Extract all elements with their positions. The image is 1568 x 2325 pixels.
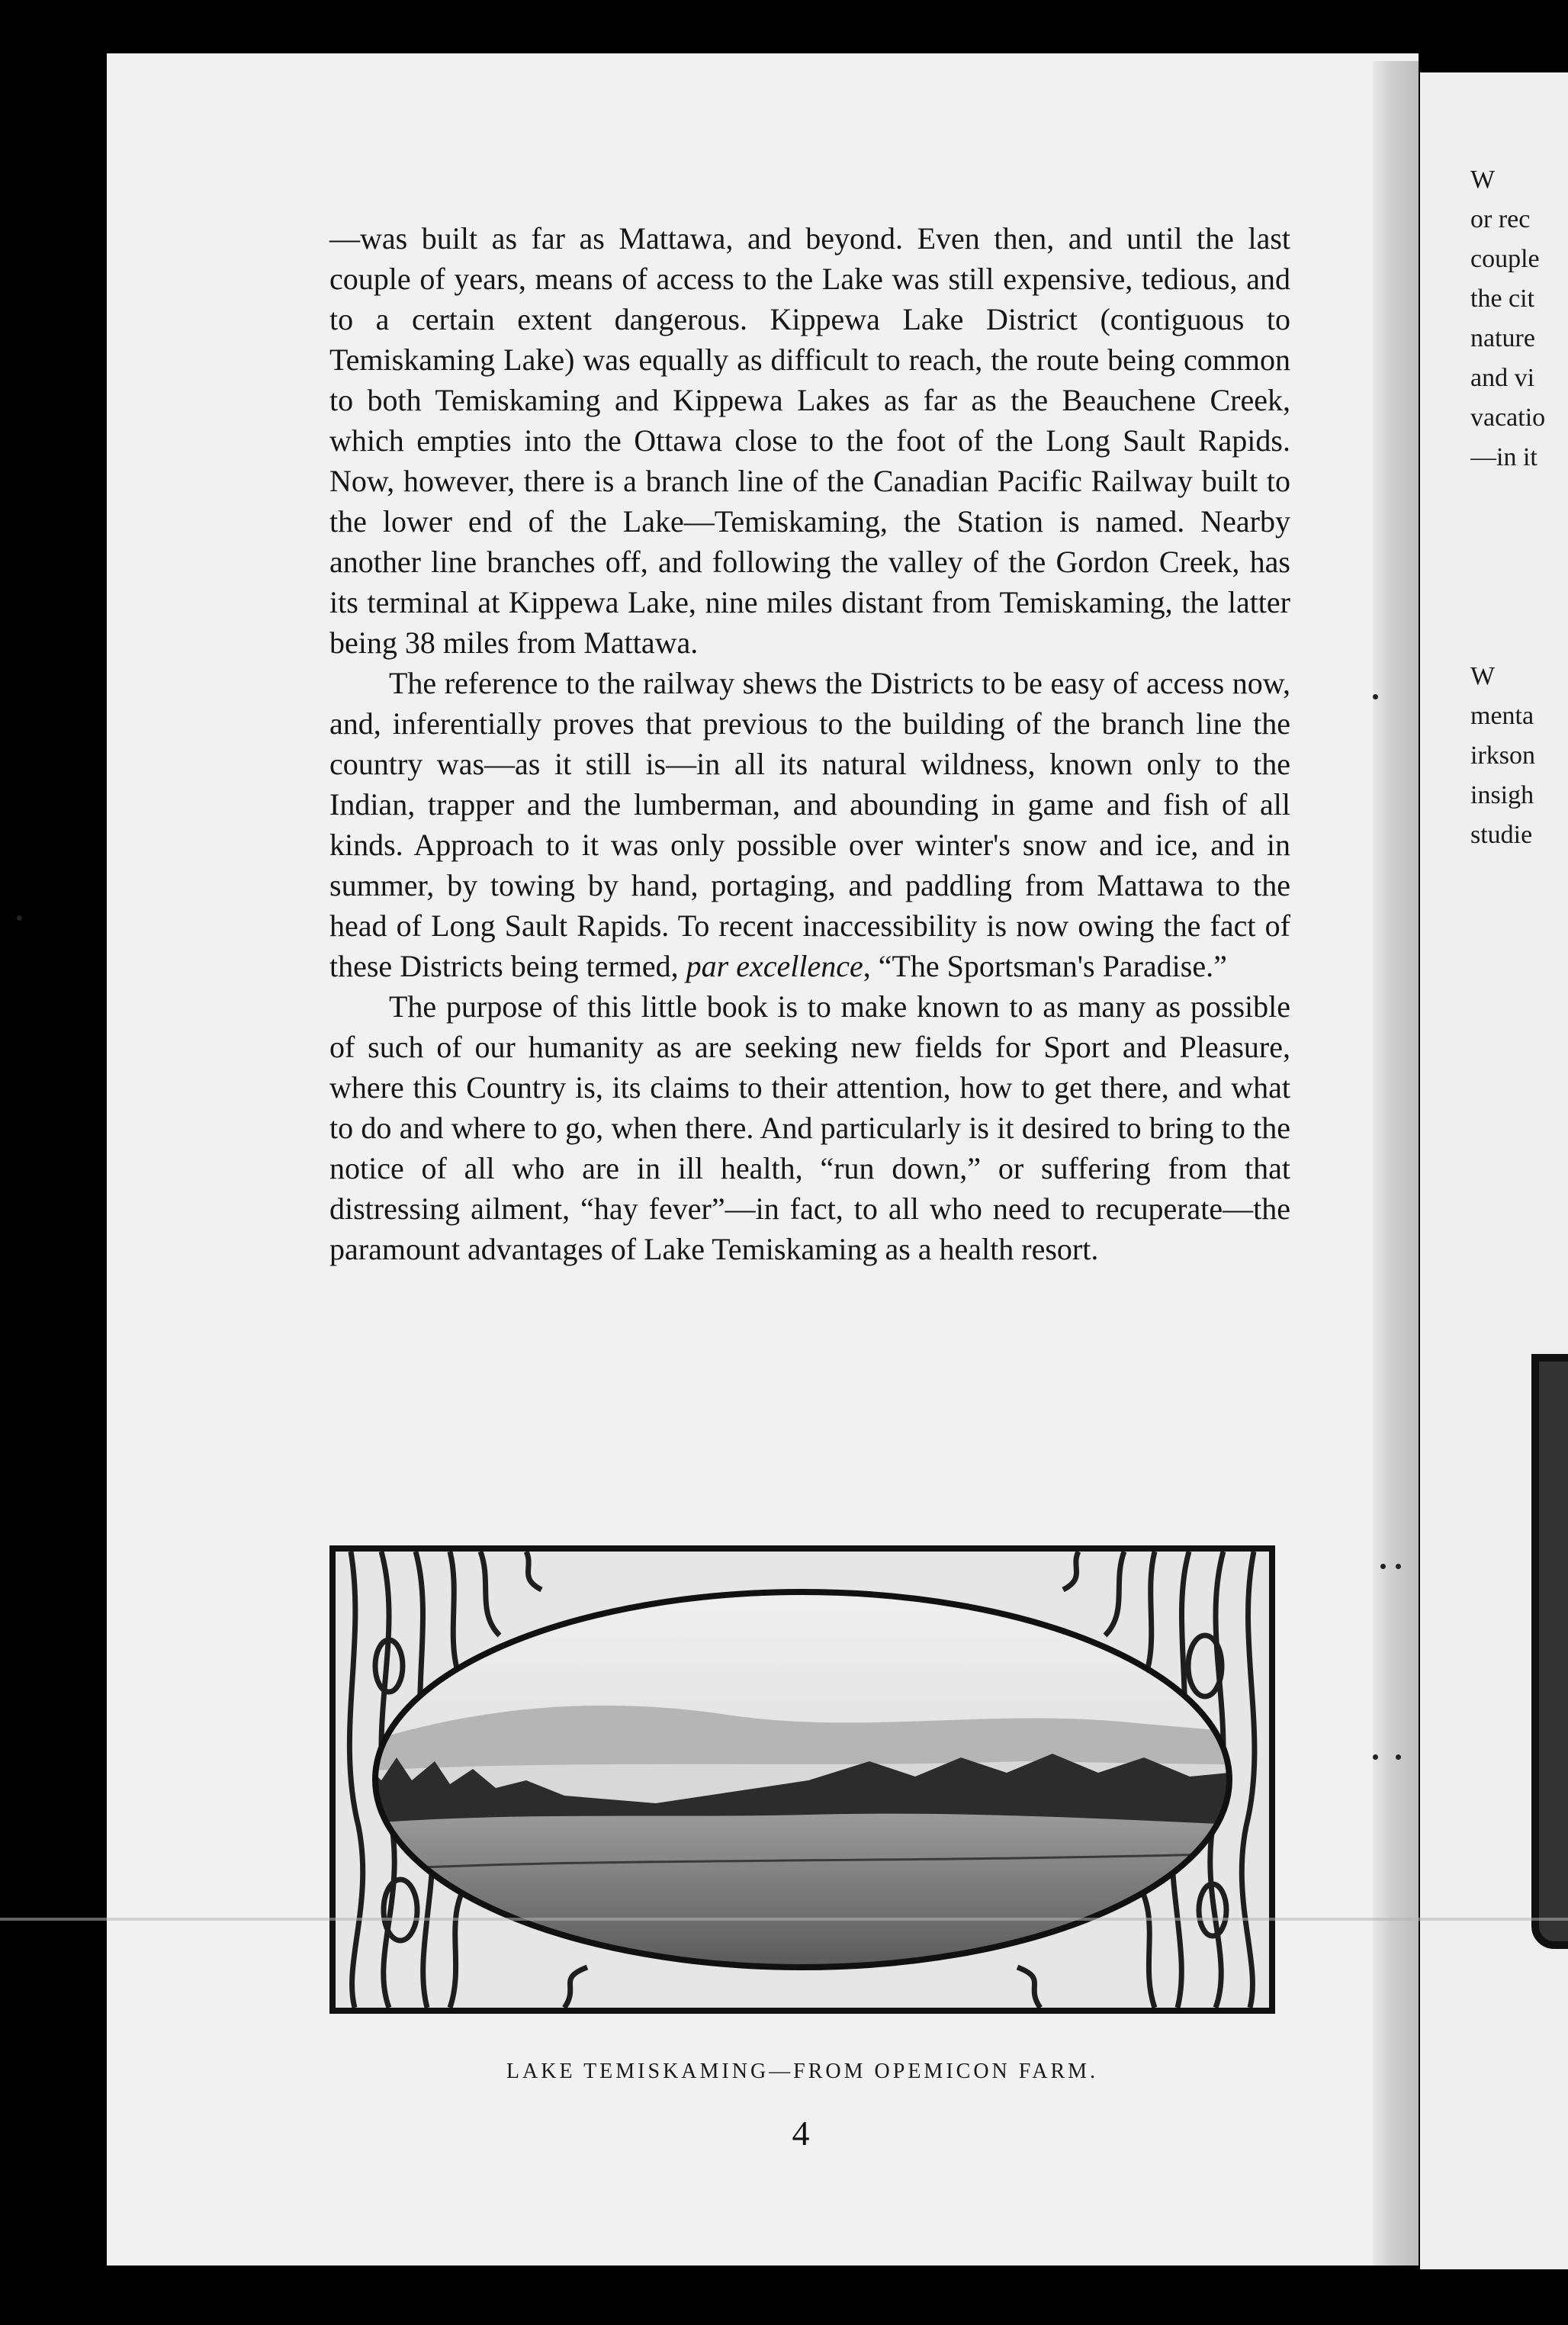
- body-text: [329, 218, 1290, 1269]
- adjacent-line: W: [1470, 166, 1496, 194]
- scan-speck: [1373, 1754, 1378, 1760]
- page-gutter: [1373, 61, 1419, 2266]
- adjacent-line: nature: [1470, 324, 1535, 352]
- page-number: 4: [792, 2114, 810, 2153]
- scan-speck: [17, 915, 22, 921]
- scan-speck: [1396, 1754, 1401, 1760]
- paragraph: [329, 986, 1290, 1269]
- adjacent-line: couple: [1470, 245, 1540, 273]
- adjacent-line: W: [1470, 662, 1496, 690]
- adjacent-line: —in it: [1470, 443, 1537, 471]
- adjacent-line: vacatio: [1470, 404, 1546, 432]
- adjacent-line: studie: [1470, 821, 1533, 849]
- illustration-caption: LAKE TEMISKAMING—FROM OPEMICON FARM.: [506, 2060, 1099, 2083]
- paragraph-text: The purpose of this little book is to make known to as many as possible of such of our humanity as are seeking new fields for Sport and Pleasure, where this Country is, its claims to their attention, how to get there, and what to do and where to go, when there. And particularly is it desired to bring to the notice of all who are in ill health, “run down,” or suffering from that distressing ailment, “hay fever”—in fact, to all who need to recuperate—the paramount advantages of Lake Temiskaming as a health resort.: [329, 989, 1290, 1266]
- adjacent-line: the cit: [1470, 285, 1535, 313]
- adjacent-line: menta: [1470, 702, 1534, 730]
- adjacent-line: irkson: [1470, 741, 1535, 770]
- paragraph: [329, 218, 1290, 663]
- scan-speck: [1380, 1564, 1386, 1569]
- scan-speck: [1373, 694, 1378, 699]
- paragraph-text: The reference to the railway shews the Districts to be easy of access now, and, inferentially proves that previous to the building of the branch line the country was—as it still is—in all its natural wildness, known only to the Indian, trapper and the lumberman, and abounding in game and fish of all kinds. Approach to it was only possible over winter's snow and ice, and in summer, by towing by hand, portaging, and paddling from Mattawa to the head of Long Sault Rapids. To recent inaccessibility is now owing the fact of these Districts being termed,: [329, 666, 1290, 983]
- adjacent-page-illustration: [1531, 1354, 1568, 1949]
- adjacent-line: and vi: [1470, 364, 1535, 392]
- scan-artifact-line: [0, 1918, 1568, 1921]
- paragraph-text: , “The Sportsman's Paradise.”: [863, 949, 1227, 983]
- lake-photo: [336, 1552, 1269, 2008]
- adjacent-line: or rec: [1470, 205, 1531, 233]
- scan-speck: [1396, 1564, 1401, 1569]
- paragraph-text: —was built as far as Mattawa, and beyond. Even then, and until the last couple of years, means of access to the Lake was still expensive, tedious, and to a certain extent dangerous. Kippewa Lake District (contiguous to Temiskaming Lake) was equally as difficult to reach, the route being common to both Temiskaming and Kippewa Lakes as far as the Beauchene Creek, which empties into the Ottawa close to the foot of the Long Sault Rapids. Now, however, there is a branch line of the Canadian Pacific Railway built to the lower end of the Lake—Temiskaming, the Station is named. Nearby another line branches off, and following the valley of the Gordon Creek, has its terminal at Kippewa Lake, nine miles distant from Temiskaming, the latter being 38 miles from Mattawa.: [329, 221, 1290, 660]
- adjacent-line: insigh: [1470, 781, 1534, 809]
- paragraph: [329, 663, 1290, 986]
- italic-phrase: par excellence: [686, 949, 863, 983]
- illustration: [329, 1545, 1275, 2014]
- adjacent-page-text: [1470, 160, 1568, 855]
